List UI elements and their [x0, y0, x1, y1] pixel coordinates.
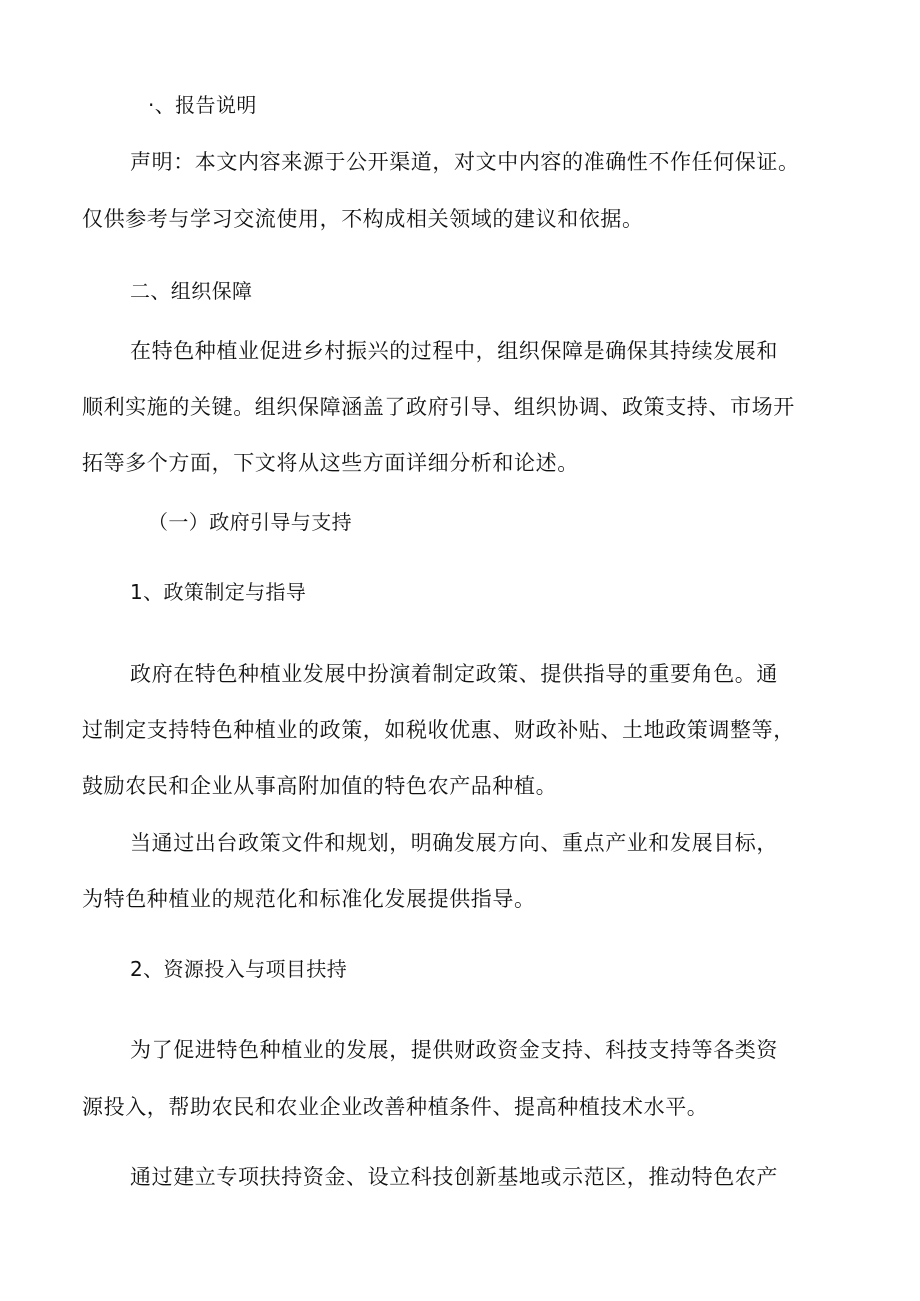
intro-line-3: 拓等多个方面，下文将从这些方面详细分析和论述。 [82, 451, 579, 475]
guidance-paragraph-line-2: 为特色种植业的规范化和标准化发展提供指导。 [82, 887, 536, 911]
intro-line-1: 在特色种植业促进乡村振兴的过程中，组织保障是确保其持续发展和 [130, 339, 778, 363]
resources-paragraph-line-2: 源投入，帮助农民和农业企业改善种植条件、提高种植技术水平。 [82, 1095, 709, 1119]
disclaimer-line-1: 声明：本文内容来源于公开渠道，对文中内容的准确性不作任何保证。 [130, 150, 800, 174]
policy-paragraph-line-1: 政府在特色种植业发展中扮演着制定政策、提供指导的重要角色。通 [130, 662, 778, 686]
disclaimer-line-2: 仅供参考与学习交流使用，不构成相关领域的建议和依据。 [82, 207, 644, 231]
policy-paragraph-line-2: 过制定支持特色种植业的政策，如税收优惠、财政补贴、土地政策调整等， [82, 718, 795, 742]
guidance-paragraph-line-1: 当通过出台政策文件和规划，明确发展方向、重点产业和发展目标， [130, 831, 778, 855]
policy-paragraph-line-3: 鼓励农民和企业从事高附加值的特色农产品种植。 [82, 774, 558, 798]
resources-paragraph-line-1: 为了促进特色种植业的发展，提供财政资金支持、科技支持等各类资 [130, 1038, 778, 1062]
section-heading-organization: 二、组织保障 [130, 279, 253, 303]
section-heading-report-notes: ·、报告说明 [148, 93, 257, 117]
funding-paragraph-line-1: 通过建立专项扶持资金、设立科技创新基地或示范区，推动特色农产 [130, 1165, 778, 1189]
item-heading-resources: 2、资源投入与项目扶持 [130, 957, 348, 981]
subsection-heading-government: （一）政府引导与支持 [148, 510, 352, 534]
item-heading-policy: 1、政策制定与指导 [130, 580, 307, 604]
intro-line-2: 顺利实施的关键。组织保障涵盖了政府引导、组织协调、政策支持、市场开 [82, 395, 795, 419]
